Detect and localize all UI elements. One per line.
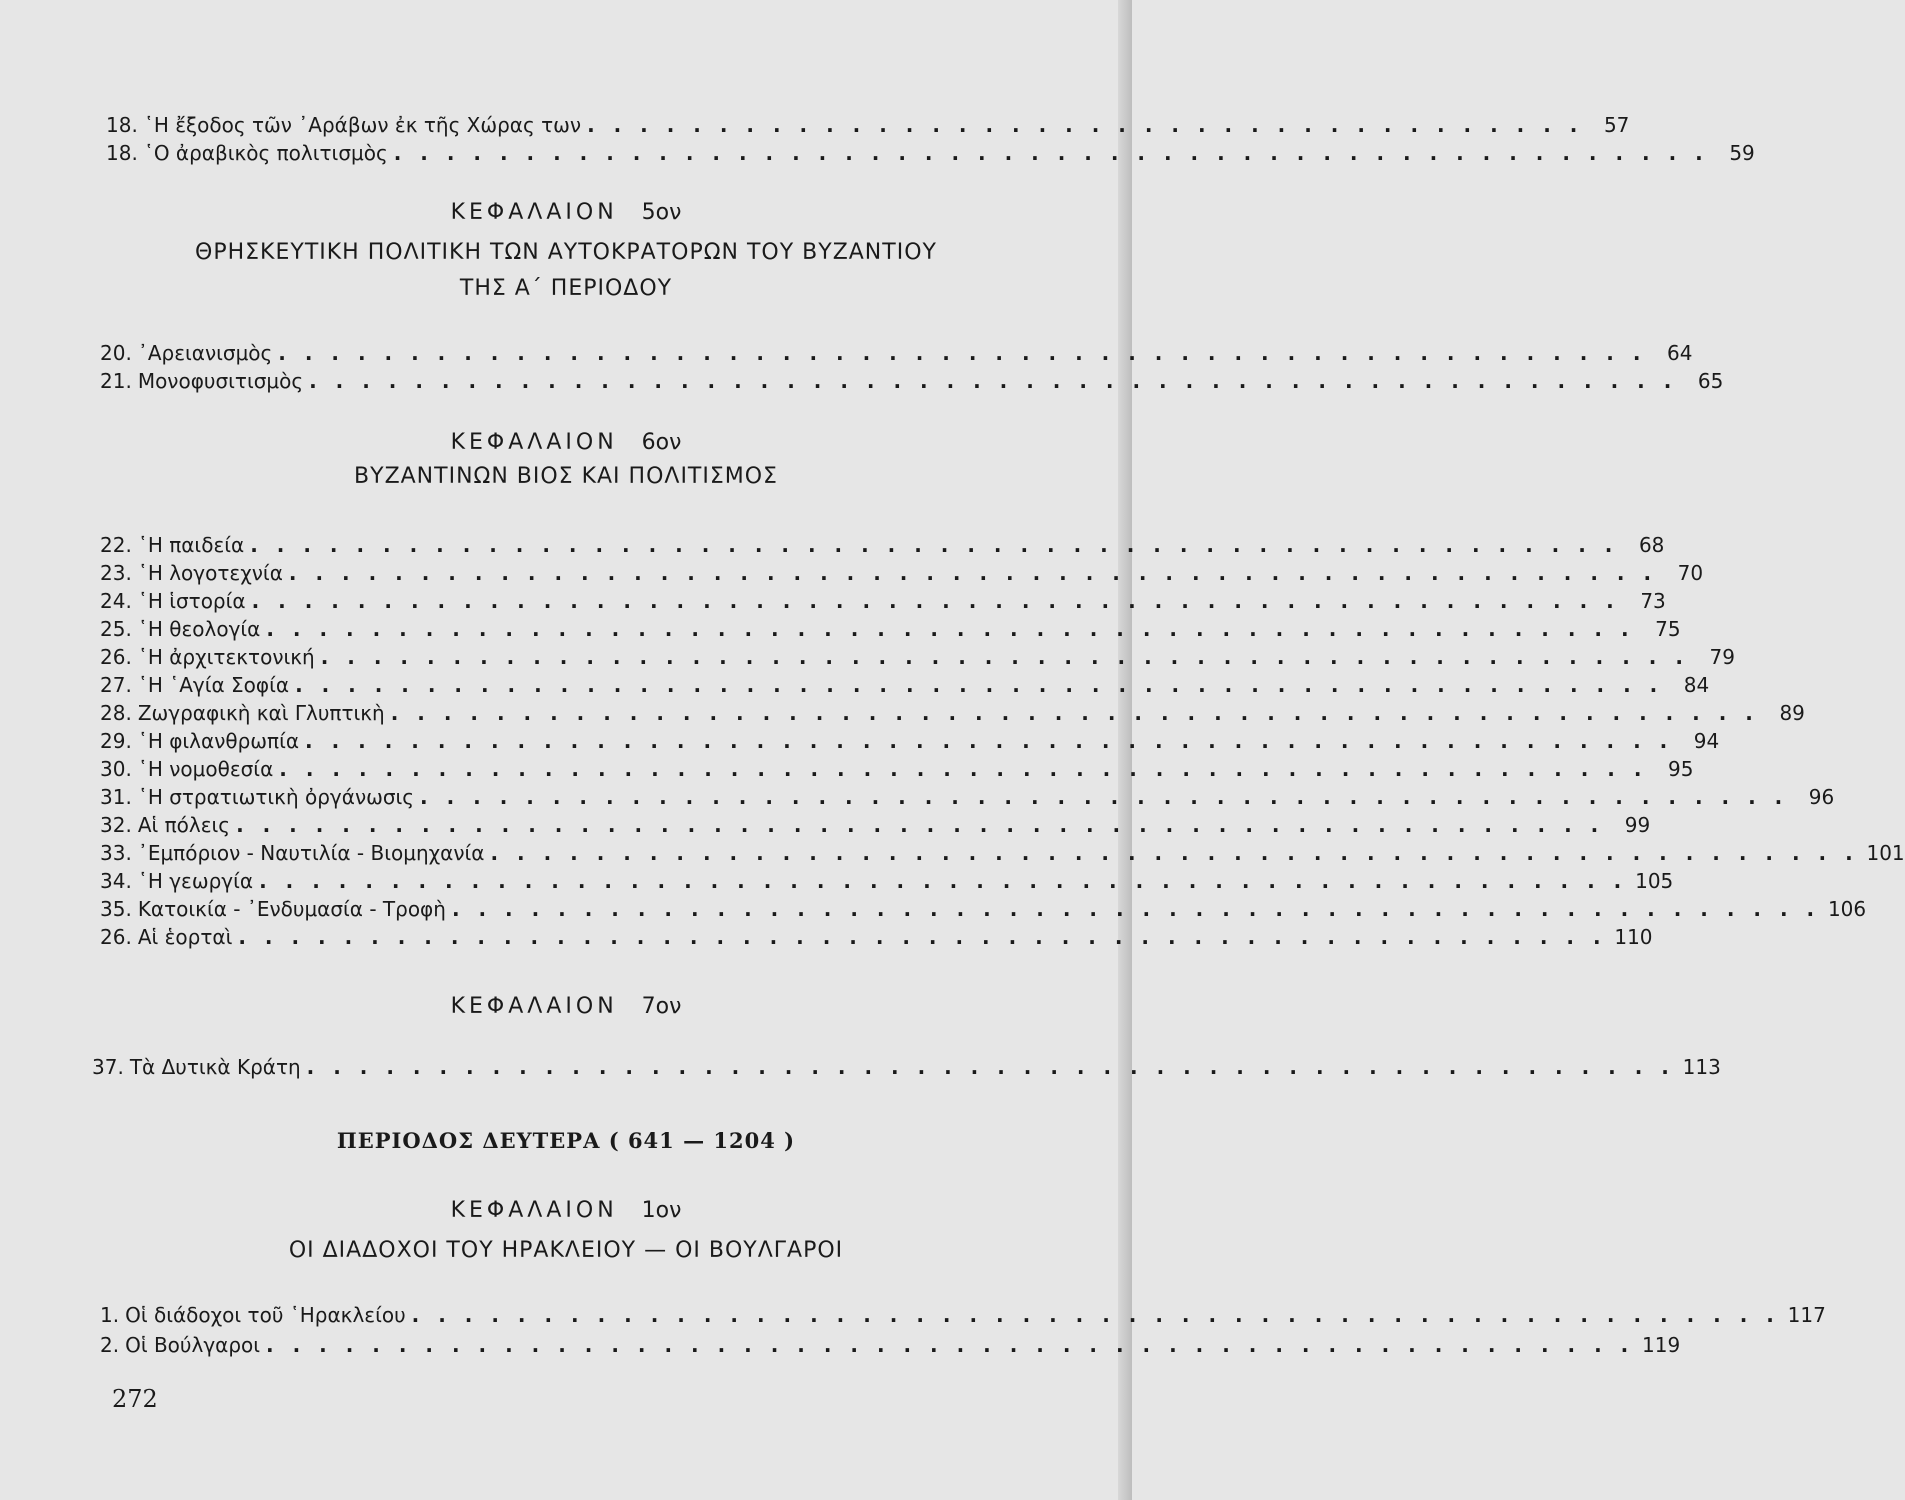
dot-leader: . . . . . . . . . . . . . . . . . . . . . . . . . . . . . . . . . . . . . . . . . . . . . . . . . . . .: [420, 785, 1789, 809]
dot-leader: . . . . . . . . . . . . . . . . . . . . . . . . . . . . . . . . . . . . . . . . . . . . . . . . . . . .: [250, 533, 1619, 557]
toc-entry[interactable]: [100, 924, 1653, 950]
entry-title: Μονοφυσιτισμὸς: [137, 369, 304, 393]
entry-number: 26.: [100, 645, 132, 669]
entry-title: ῾Η λογοτεχνία: [137, 561, 283, 585]
dot-leader: . . . . . . . . . . . . . . . . . . . . . . . . . . . . . . . . . . . . . . . . . . . . . . . . . . . .: [295, 673, 1664, 697]
entry-page: 65: [1697, 369, 1724, 393]
entry-number: 31.: [100, 785, 132, 809]
dot-leader: . . . . . . . . . . . . . . . . . . . . . . . . . . . . . . . . . . . . . . . . . . . . . . . . . . . .: [279, 757, 1648, 781]
entry-number: 18.: [106, 141, 138, 165]
entry-page: 84: [1683, 673, 1710, 697]
entry-number: 33.: [100, 841, 132, 865]
dot-leader: . . . . . . . . . . . . . . . . . . . . . . . . . . . . . . . . . . . . . . . . . . . . . . . . . . . .: [236, 813, 1605, 837]
toc-entry[interactable]: [100, 756, 1694, 782]
toc-entry[interactable]: [100, 812, 1651, 838]
toc-entry[interactable]: [100, 840, 1905, 866]
chapter-heading: [0, 200, 1132, 225]
entry-page: 70: [1677, 561, 1704, 585]
entry-number: 27.: [100, 673, 132, 697]
dot-leader: . . . . . . . . . . . . . . . . . . . . . . . . . . . . . . . . . . . . . . . . . . . . . . . . . . . .: [305, 729, 1674, 753]
entry-number: 37.: [92, 1055, 124, 1079]
entry-number: 28.: [100, 701, 132, 725]
entry-title: Αἱ πόλεις: [137, 813, 231, 837]
dot-leader: . . . . . . . . . . . . . . . . . . . . . . . . . . . . . . . . . . . . . . . . . . . . . . . . . . . .: [278, 341, 1647, 365]
entry-number: 18.: [106, 113, 138, 137]
toc-entry[interactable]: [100, 588, 1666, 614]
entry-title: Κατοικία - ᾽Ενδυμασία - Τροφὴ: [137, 897, 446, 921]
chapter-ordinal: 5ον: [641, 200, 682, 225]
dot-leader: . . . . . . . . . . . . . . . . . . . . . . . . . . . . . . . . . . . . . . . . . . . . . . . . . . . .: [390, 701, 1759, 725]
toc-entry[interactable]: [100, 532, 1665, 558]
entry-number: 30.: [100, 757, 132, 781]
entry-title: Οἱ διάδοχοι τοῦ ῾Ηρακλείου: [125, 1303, 406, 1327]
toc-entry[interactable]: [100, 896, 1867, 922]
entry-number: 26.: [100, 925, 132, 949]
entry-page: 73: [1640, 589, 1666, 613]
entry-title: ᾽Αρειανισμὸς: [137, 341, 273, 365]
entry-page: 64: [1667, 341, 1693, 365]
entry-page: 106: [1827, 897, 1867, 921]
chapter-title: ΒΥΖΑΝΤΙΝΩΝ ΒΙΟΣ ΚΑΙ ΠΟΛΙΤΙΣΜΟΣ: [354, 464, 778, 489]
dot-leader: . . . . . . . . . . . . . . . . . . . . . . . . . . . . . . . . . . . . . . . . . . . . . . . . . . . .: [411, 1303, 1780, 1327]
entry-page: 110: [1614, 925, 1653, 949]
chapter-label: ΚΕΦΑΛΑΙΟΝ: [450, 430, 618, 455]
chapter-label: ΚΕΦΑΛΑΙΟΝ: [450, 994, 618, 1019]
toc-entry[interactable]: [100, 644, 1735, 670]
entry-page: 75: [1655, 617, 1681, 641]
entry-number: 1.: [100, 1303, 120, 1327]
toc-entry[interactable]: [100, 368, 1724, 394]
toc-entry[interactable]: [100, 784, 1835, 810]
entry-page: 96: [1808, 785, 1835, 809]
entry-page: 79: [1709, 645, 1735, 669]
entry-page: 119: [1642, 1333, 1681, 1357]
dot-leader: . . . . . . . . . . . . . . . . . . . . . . . . . . . . . . . . . . . . . . . . . . . . . . . . . . . .: [320, 645, 1689, 669]
toc-entry[interactable]: [106, 112, 1630, 138]
entry-number: 2.: [100, 1333, 120, 1357]
toc-entry[interactable]: [100, 616, 1681, 642]
dot-leader: . . . . . . . . . . . . . . . . . . . . . . . . . . . . . . . . . . . . . .: [587, 113, 1584, 137]
entry-number: 24.: [100, 589, 132, 613]
entry-title: Οἱ Βούλγαροι: [125, 1333, 261, 1357]
entry-title: ῾Η ἀρχιτεκτονική: [137, 645, 315, 669]
entry-title: ῾Η ἱστορία: [137, 589, 246, 613]
chapter-title-line2: ΤΗΣ Α΄ ΠΕΡΙΟΔΟΥ: [459, 276, 673, 301]
chapter-heading: [0, 1198, 1132, 1223]
entry-page: 101: [1866, 841, 1905, 865]
entry-number: 29.: [100, 729, 132, 753]
chapter-ordinal: 7ον: [641, 994, 682, 1019]
entry-number: 25.: [100, 617, 132, 641]
toc-entry[interactable]: [100, 672, 1710, 698]
entry-page: 59: [1729, 141, 1755, 165]
chapter-title: ΟΙ ΔΙΑΔΟΧΟΙ ΤΟΥ ΗΡΑΚΛΕΙΟΥ — ΟΙ ΒΟΥΛΓΑΡΟΙ: [288, 1238, 844, 1263]
entry-title: ῾Ο ἀραβικὸς πολιτισμὸς: [143, 141, 388, 165]
entry-page: 99: [1624, 813, 1651, 837]
entry-number: 35.: [100, 897, 132, 921]
entry-title: ῾Η ἔξοδος τῶν ᾽Αράβων ἐκ τῆς Χώρας των: [143, 113, 582, 137]
toc-entry[interactable]: [100, 1332, 1681, 1358]
dot-leader: . . . . . . . . . . . . . . . . . . . . . . . . . . . . . . . . . . . . . . . . . . . . . . . . . .: [393, 141, 1709, 165]
dot-leader: . . . . . . . . . . . . . . . . . . . . . . . . . . . . . . . . . . . . . . . . . . . . . . . . . . . .: [288, 561, 1658, 585]
entry-title: ῾Η γεωργία: [137, 869, 254, 893]
entry-page: 113: [1682, 1055, 1721, 1079]
entry-page: 105: [1635, 869, 1674, 893]
chapter-ordinal: 6ον: [641, 430, 682, 455]
chapter-ordinal: 1ον: [641, 1198, 682, 1223]
toc-entry[interactable]: [100, 728, 1720, 754]
entry-number: 34.: [100, 869, 132, 893]
entry-number: 21.: [100, 369, 132, 393]
dot-leader: . . . . . . . . . . . . . . . . . . . . . . . . . . . . . . . . . . . . . . . . . . . . . . . . . . . .: [451, 897, 1821, 921]
entry-title: ῾Η φιλανθρωπία: [137, 729, 300, 753]
entry-number: 32.: [100, 813, 132, 837]
entry-title: Ζωγραφικὴ καὶ Γλυπτικὴ: [137, 701, 385, 725]
toc-entry[interactable]: [106, 140, 1755, 166]
chapter-heading: [0, 430, 1132, 455]
dot-leader: . . . . . . . . . . . . . . . . . . . . . . . . . . . . . . . . . . . . . . . . . . . . . . . . . . . .: [266, 1333, 1635, 1357]
chapter-title: ΘΡΗΣΚΕΥΤΙΚΗ ΠΟΛΙΤΙΚΗ ΤΩΝ ΑΥΤΟΚΡΑΤΟΡΩΝ ΤΟΥ ΒΥΖΑΝΤΙΟΥ: [195, 240, 937, 265]
toc-entry[interactable]: [100, 340, 1693, 366]
dot-leader: . . . . . . . . . . . . . . . . . . . . . . . . . . . . . . . . . . . . . . . . . . . . . . . . . . . .: [238, 925, 1607, 949]
entry-page: 117: [1787, 1303, 1826, 1327]
entry-title: ῾Η θεολογία: [137, 617, 261, 641]
toc-entry[interactable]: [100, 560, 1704, 586]
entry-title: ῾Η στρατιωτικὴ ὀργάνωσις: [137, 785, 415, 809]
period-title: ΠΕΡΙΟΔΟΣ ΔΕΥΤΕΡΑ ( 641 — 1204 ): [336, 1128, 796, 1153]
dot-leader: . . . . . . . . . . . . . . . . . . . . . . . . . . . . . . . . . . . . . . . . . . . . . . . . . . . .: [259, 869, 1628, 893]
page-number: 272: [112, 1385, 158, 1413]
chapter-label: ΚΕΦΑΛΑΙΟΝ: [450, 1198, 618, 1223]
dot-leader: . . . . . . . . . . . . . . . . . . . . . . . . . . . . . . . . . . . . . . . . . . . . . . . . . . . .: [309, 369, 1678, 393]
chapter-heading: [0, 994, 1132, 1019]
entry-title: ᾽Εμπόριον - Ναυτιλία - Βιομηχανία: [137, 841, 485, 865]
toc-entry[interactable]: [100, 868, 1674, 894]
entry-title: ῾Η νομοθεσία: [137, 757, 274, 781]
entry-page: 57: [1603, 113, 1630, 137]
entry-page: 68: [1638, 533, 1665, 557]
dot-leader: . . . . . . . . . . . . . . . . . . . . . . . . . . . . . . . . . . . . . . . . . . . . . . . . . . . .: [306, 1055, 1675, 1079]
toc-entry[interactable]: [100, 700, 1805, 726]
dot-leader: . . . . . . . . . . . . . . . . . . . . . . . . . . . . . . . . . . . . . . . . . . . . . . . . . . . .: [490, 841, 1859, 865]
entry-title: ῾Η παιδεία: [137, 533, 245, 557]
dot-leader: . . . . . . . . . . . . . . . . . . . . . . . . . . . . . . . . . . . . . . . . . . . . . . . . . . . .: [251, 589, 1620, 613]
entry-page: 95: [1668, 757, 1694, 781]
entry-title: Αἱ ἑορταὶ: [137, 925, 233, 949]
entry-title: ῾Η ῾Αγία Σοφία: [137, 673, 290, 697]
entry-title: Τὰ Δυτικὰ Κράτη: [129, 1055, 301, 1079]
dot-leader: . . . . . . . . . . . . . . . . . . . . . . . . . . . . . . . . . . . . . . . . . . . . . . . . . . . .: [266, 617, 1635, 641]
toc-entry[interactable]: [92, 1054, 1721, 1080]
chapter-label: ΚΕΦΑΛΑΙΟΝ: [450, 200, 618, 225]
toc-entry[interactable]: [100, 1302, 1826, 1328]
entry-page: 89: [1779, 701, 1805, 725]
entry-number: 20.: [100, 341, 132, 365]
entry-number: 23.: [100, 561, 132, 585]
entry-page: 94: [1693, 729, 1720, 753]
entry-number: 22.: [100, 533, 132, 557]
